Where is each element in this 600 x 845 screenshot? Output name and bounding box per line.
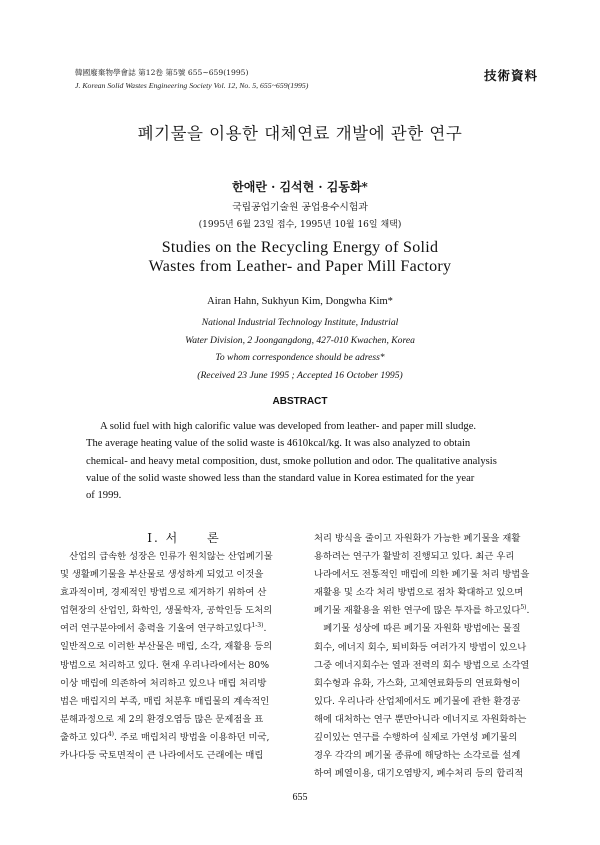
title-english-line: Wastes from Leather- and Paper Mill Factory	[148, 258, 452, 275]
citation-ref: 1-3)	[251, 622, 264, 630]
affiliation-english	[0, 314, 600, 384]
body-line: 깊이있는 연구를 수행하여 실제로 가연성 폐기물의	[314, 732, 518, 744]
body-line: 용하려는 연구가 활발히 진행되고 있다. 최근 우리	[314, 551, 515, 563]
body-line: 회수형과 유화, 가스화, 고체연료화등의 연료화형이	[314, 677, 521, 689]
abstract-line: of 1999.	[86, 490, 122, 502]
body-line: 폐기물 재활용을 위한 연구에 많은 투자를 하고있다$^{5)}$.	[314, 604, 530, 617]
body-line: 나라에서도 전통적인 매립에 의한 폐기물 처리 방법을	[314, 569, 530, 581]
abstract-line: The average heating value of the solid waste is 4610kcal/kg. It was also analyzed to obtain	[86, 438, 471, 450]
body-line: 업현장의 산업인, 화학인, 생물학자, 공학인등 도처의	[60, 605, 273, 617]
body-line: 하여 폐열이용, 대기오염방지, 폐수처리 등의 합리적	[314, 768, 524, 780]
body-line: 산업의 급속한 성장은 인류가 원치않는 산업폐기물	[60, 551, 273, 562]
body-line-text: 여러 연구분야에서 총력을 기울여 연구하고있다	[60, 623, 252, 635]
abstract-line: A solid fuel with high calorific value was developed from leather- and paper mill sludge.	[100, 421, 477, 432]
article-category: 技術資料	[483, 68, 538, 83]
body-line: 이상 매립에 의존하여 처리하고 있으나 매립 처리방	[60, 677, 267, 689]
body-line: 재활용 및 소각 처리 방법으로 점차 확대하고 있으며	[314, 587, 524, 599]
received-accepted-dates: (Received 23 June 1995 ; Accepted 16 October 1995)	[197, 369, 403, 381]
body-line: 여러 연구분야에서 총력을 기울여 연구하고있다$^{1-3)}$.	[60, 622, 267, 635]
body-line: 그중 에너지회수는 열과 전력의 회수 방법으로 소각열	[314, 659, 530, 671]
journal-citation-en: J. Korean Solid Wastes Engineering Society Vol. 12, No. 5, 655~659(1995)	[75, 81, 309, 90]
affiliation-line: Water Division, 2 Joongangdong, 427-010 Kwachen, Korea	[185, 334, 415, 346]
body-line: 경우 각각의 폐기물 종류에 해당하는 소각로를 설계	[314, 750, 521, 762]
page-number: 655	[292, 792, 308, 803]
body-line: 출하고 있다$^{4)}$. 주로 매립처리 방법을 이용하던 미국,	[60, 730, 270, 743]
affiliation-line: National Industrial Technology Institute, Industrial	[201, 317, 399, 328]
journal-citation-ko: 韓國廢棄物學會誌 第12卷 第5號 655~659(1995)	[75, 68, 249, 77]
body-line: 폐기물 성상에 따른 폐기물 자원화 방법에는 물질	[314, 623, 521, 635]
abstract-heading: ABSTRACT	[272, 396, 328, 407]
body-line: 분해과정으로 제 2의 환경오염등 많은 문제점을 표	[60, 713, 264, 725]
body-line: 해에 대처하는 연구 뿐만아니라 에너지로 자원화하는	[314, 713, 527, 725]
abstract-line: value of the solid waste showed less than the standard value in Korea estimated for the year	[86, 472, 475, 484]
title-english-line: Studies on the Recycling Energy of Solid	[161, 239, 439, 256]
abstract-line: chemical- and heavy metal composition, dust, smoke pollution and odor. The qualitative analysis	[86, 455, 497, 467]
journal-header	[75, 66, 308, 92]
correspondence-note: To whom correspondence should be adress*	[215, 352, 385, 363]
body-column-right	[314, 530, 550, 783]
body-line: 회수, 에너지 회수, 퇴비화등 여러가지 방법이 있으나	[314, 641, 527, 653]
body-line: 및 생활폐기물을 부산물로 생성하게 되었고 이것을	[60, 569, 264, 581]
abstract-body	[86, 418, 526, 504]
title-english	[0, 238, 600, 276]
body-line-text: 폐기물 재활용을 위한 연구에 많은 투자를 하고있다	[314, 605, 521, 617]
body-line: 효과적이며, 경제적인 방법으로 제거하기 위하여 산	[60, 587, 267, 599]
dates-korean: (1995년 6월 23일 접수, 1995년 10월 16일 채택)	[198, 220, 402, 230]
body-column-left	[60, 548, 308, 765]
authors-korean: 한애란 · 김석현 · 김동화*	[232, 180, 368, 194]
affiliation-korean: 국립공업기술원 공업용수시험과	[232, 202, 368, 213]
citation-ref: 4)	[107, 730, 115, 738]
body-line: 있다. 우리나라 산업체에서도 폐기물에 관한 환경공	[314, 695, 521, 707]
body-line: 처리 방식을 줄이고 자원화가 가능한 폐기물을 재활	[314, 533, 521, 544]
body-line: 법은 매립지의 부족, 매립 처분후 매립물의 계속적인	[60, 695, 270, 707]
title-korean: 폐기물을 이용한 대체연료 개발에 관한 연구	[137, 124, 463, 143]
body-line-text: 출하고 있다	[60, 731, 108, 743]
section-heading-introduction: I. 서 론	[147, 531, 221, 545]
body-line: 방법으로 처리하고 있다. 현재 우리나라에서는 80%	[60, 659, 270, 671]
body-line: 카나다등 국토면적이 큰 나라에서도 근래에는 매립	[60, 750, 264, 762]
citation-ref: 5)	[520, 604, 527, 612]
authors-english: Airan Hahn, Sukhyun Kim, Dongwha Kim*	[207, 296, 393, 307]
body-line: 일반적으로 이러한 부산물은 매립, 소각, 재활용 등의	[60, 641, 273, 653]
body-line-text: 주로 매립처리 방법을 이용하던 미국,	[117, 731, 270, 743]
